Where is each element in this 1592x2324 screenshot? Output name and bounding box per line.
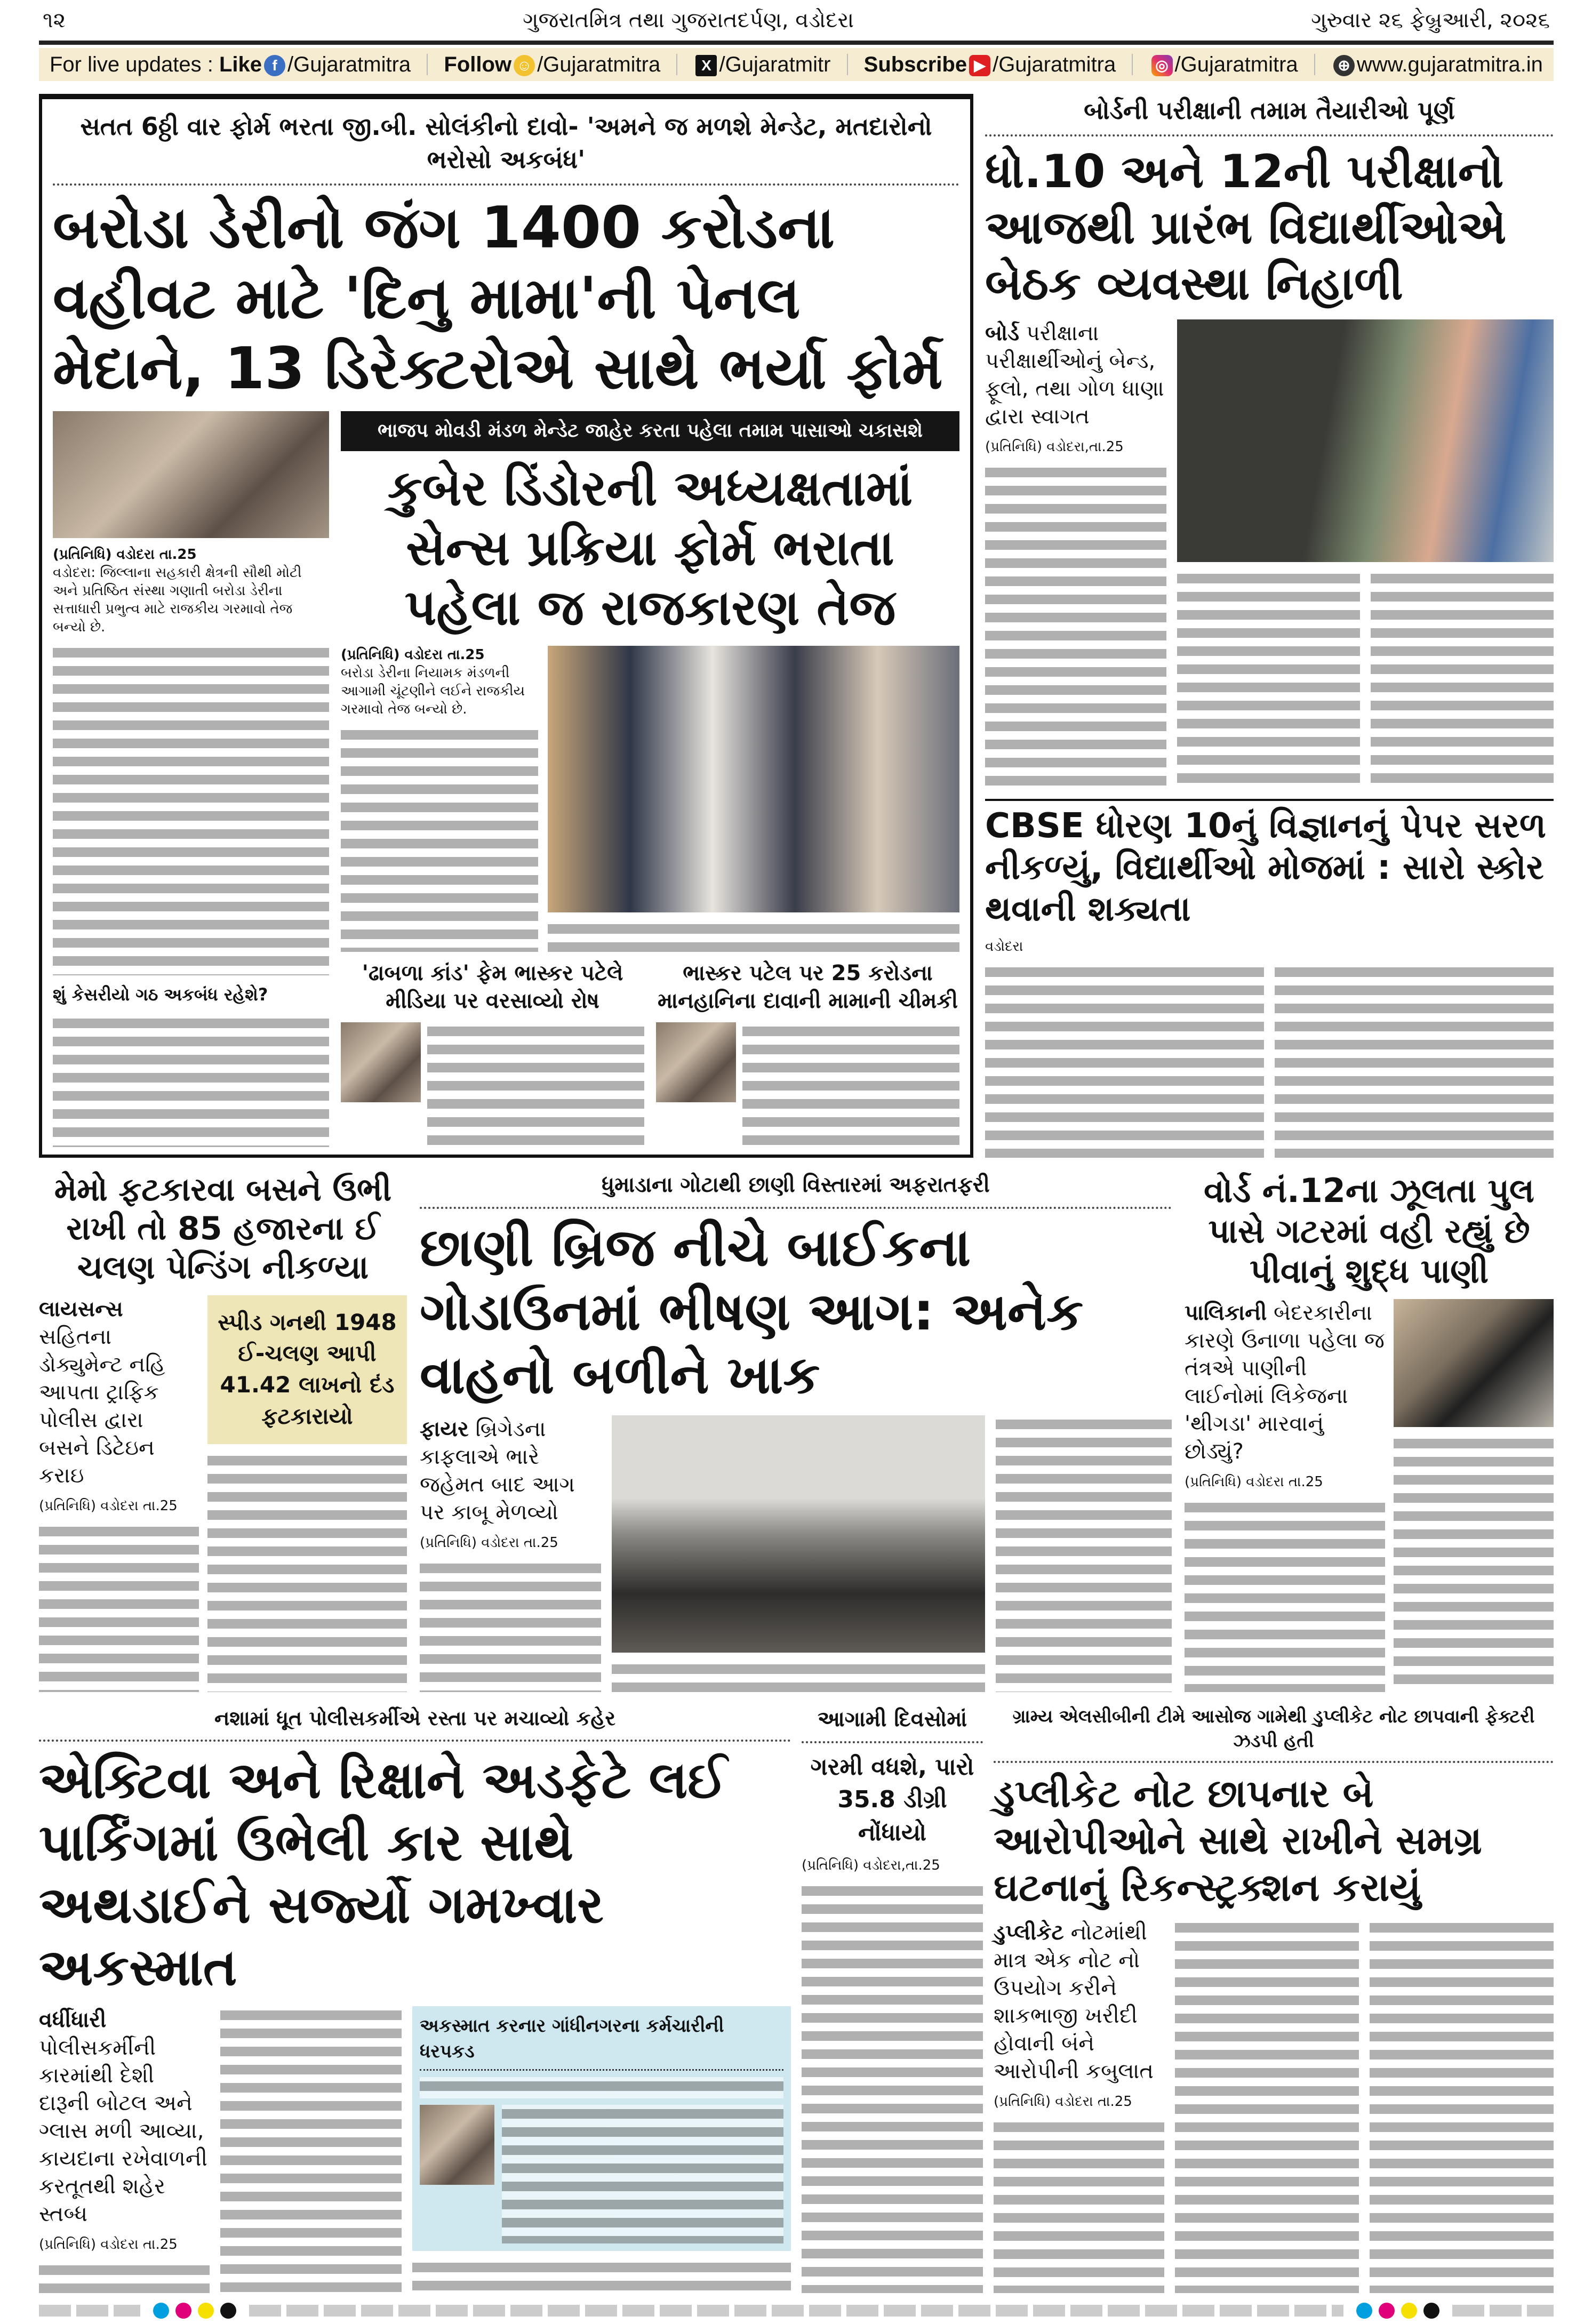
story2-sub-a-body bbox=[341, 1022, 644, 1147]
story7-lead-text: બેદરકારીના કારણે ઉનાળા પહેલા જ તંત્રએ પાણીની લાઈનોમાં લિકેજના 'થીગડા' મારવાનું છોડ્યું? bbox=[1185, 1300, 1385, 1464]
page-number: ૧૨ bbox=[43, 8, 66, 33]
story3-text-columns bbox=[985, 463, 1166, 791]
color-registration-marks bbox=[1356, 2303, 1439, 2319]
story10-text-columns bbox=[1370, 1919, 1554, 2293]
story2-dateline: (પ્રતિનિધિ) વડોદરા તા.25 bbox=[341, 646, 485, 663]
story1-body bbox=[53, 546, 329, 636]
youtube-icon: ▶ bbox=[969, 55, 990, 76]
dairy-panel-photo bbox=[53, 411, 329, 538]
story10-columns bbox=[994, 1919, 1554, 2293]
story2-photo-column bbox=[548, 646, 959, 952]
story3-left-column bbox=[985, 319, 1166, 791]
story2-subhead-b: ભાસ્કર પટેલ પર 25 કરોડના માનહાનિના દાવાની મામાની ચીમકી bbox=[657, 960, 958, 1013]
yellow-dot bbox=[1401, 2303, 1417, 2319]
mama-photo bbox=[656, 1022, 736, 1102]
story3-columns bbox=[985, 319, 1554, 791]
instagram-link[interactable]: /Gujaratmitra bbox=[1174, 52, 1298, 76]
snapchat-icon: ☺ bbox=[514, 55, 535, 76]
story8-lead-bold: વર્ધીધારી bbox=[39, 2008, 107, 2033]
story6-headline[interactable]: છાણી બ્રિજ નીચે બાઈકના ગોડાઉનમાં ભીષણ આગ: અનેક વાહનો બળીને ખાક bbox=[420, 1217, 1084, 1406]
story2-text-column bbox=[341, 646, 538, 952]
story8-text-columns bbox=[39, 2261, 210, 2293]
students-exam-board-photo bbox=[1177, 319, 1554, 562]
print-footer bbox=[39, 2293, 1554, 2324]
story2-sub-a-column bbox=[341, 959, 644, 1147]
story4-text-columns bbox=[1275, 963, 1554, 1158]
story10-kicker: ગ્રામ્ય એલસીબીની ટીમે આસોજ ગામેથી ડુપ્લીકેટ નોટ છાપવાની ફેક્ટરી ઝડપી હતી bbox=[994, 1705, 1554, 1764]
story6-photo-column bbox=[612, 1415, 985, 1692]
top-row bbox=[39, 94, 1554, 1158]
story10-left-column bbox=[994, 1919, 1164, 2293]
divider bbox=[676, 54, 677, 75]
story8-left-column bbox=[39, 2006, 210, 2293]
color-registration-marks bbox=[153, 2303, 236, 2319]
story6-text-columns bbox=[996, 1415, 1172, 1692]
story4-text-columns bbox=[985, 963, 1264, 1158]
story5-column bbox=[39, 1171, 407, 1692]
story9-column bbox=[802, 1705, 983, 2294]
story8-column bbox=[39, 1705, 791, 2294]
story10-headline[interactable]: ડુપ્લીકેટ નોટ છાપનાર બે આરોપીઓને સાથે રાખીને સમગ્ર ઘટનાનું રિકન્સ્ટ્રક્શન કરાયું bbox=[994, 1771, 1482, 1910]
snapchat-link[interactable]: /Gujaratmitra bbox=[537, 52, 661, 76]
story4-headline[interactable]: CBSE ધોરણ 10નું વિજ્ઞાનનું પેપર સરળ નીકળ્યું, વિદ્યાર્થીઓ મોજમાં : સારો સ્કોર થવાની શક્યતા bbox=[985, 799, 1554, 930]
story5-highlight-box: સ્પીડ ગનથી 1948 ઈ-ચલણ આપી 41.42 લાખનો દંડ ફટકારાયો bbox=[207, 1295, 407, 1444]
story10-lead-bold: ડુપ્લીકેટ bbox=[994, 1920, 1064, 1945]
cyan-dot bbox=[153, 2303, 169, 2319]
story10-middle-column bbox=[1175, 1919, 1359, 2293]
story7-dateline: (પ્રતિનિધિ) વડોદરા તા.25 bbox=[1185, 1473, 1323, 1490]
story6-text-columns bbox=[420, 1559, 601, 1692]
gutter-water-photo bbox=[1394, 1299, 1554, 1427]
divider bbox=[427, 54, 428, 75]
story3-text-row bbox=[1177, 570, 1554, 791]
story1-subhead: શું કેસરીયો ગઠ અકબંધ રહેશે? bbox=[53, 984, 268, 1005]
newspaper-page bbox=[39, 0, 1554, 2324]
like-label: Like bbox=[219, 52, 262, 76]
social-bar bbox=[39, 48, 1554, 81]
issue-date: ગુરુવાર ૨૬ ફેબ્રુઆરી, ૨૦૨૬ bbox=[1311, 8, 1550, 33]
magenta-dot bbox=[1379, 2303, 1395, 2319]
story2-text-columns bbox=[548, 920, 959, 952]
story7-column bbox=[1185, 1171, 1554, 1692]
story3-kicker: બોર્ડની પરીક્ષાની તમામ તૈયારીઓ પૂર્ણ bbox=[985, 94, 1554, 137]
story2-bar: ભાજપ મોવડી મંડળ મેન્ડેટ જાહેર કરતા પહેલા તમામ પાસાઓ ચકાસશે bbox=[341, 411, 959, 451]
subscribe-label: Subscribe bbox=[863, 52, 967, 76]
story6-text-columns bbox=[612, 1660, 985, 1692]
story2-sub-b-body bbox=[656, 1022, 959, 1147]
paper-name: ગુજરાતમિત્ર તથા ગુજરાતદર્પણ, વડોદરા bbox=[523, 8, 854, 33]
story10-lead-text: નોટમાંથી માત્ર એક નોટ નો ઉપયોગ કરીને શાકભાજી ખરીદી હોવાની બંને આરોપીની કબુલાત bbox=[994, 1920, 1154, 2083]
story1-columns bbox=[53, 411, 959, 1147]
story7-left-column bbox=[1185, 1299, 1385, 1692]
social-intro: For live updates : bbox=[50, 52, 213, 76]
story1-text-columns bbox=[53, 1014, 329, 1147]
story2-column bbox=[341, 411, 959, 1147]
story3-right-column bbox=[1177, 319, 1554, 791]
story3-lead bbox=[985, 319, 1166, 430]
story7-lead-bold: પાલિકાની bbox=[1185, 1300, 1267, 1325]
masthead bbox=[39, 0, 1554, 45]
story6-columns bbox=[420, 1415, 1172, 1692]
website-link[interactable]: www.gujaratmitra.in bbox=[1356, 52, 1543, 76]
story3-dateline: (પ્રતિનિધિ) વડોદરા,તા.25 bbox=[985, 438, 1124, 455]
divider bbox=[1132, 54, 1133, 75]
x-icon: X bbox=[695, 55, 717, 76]
follow-label: Follow bbox=[444, 52, 512, 76]
story7-headline[interactable]: વોર્ડ નં.12ના ઝૂલતા પુલ પાસે ગટરમાં વહી રહ્યું છે પીવાનું શુદ્ધ પાણી bbox=[1204, 1171, 1534, 1291]
story2-upper-columns bbox=[341, 646, 959, 952]
story6-kicker: ધુમાડાના ગોટાથી છાણી વિસ્તારમાં અફરાતફરી bbox=[420, 1171, 1172, 1209]
arrest-box-body bbox=[420, 2105, 783, 2243]
story5-text-columns bbox=[39, 1522, 199, 1692]
story2-lower-columns bbox=[341, 959, 959, 1147]
story3-headline[interactable]: ધો.10 અને 12ની પરીક્ષાનો આજથી પ્રારંભ વિદ્યાર્થીઓએ બેઠક વ્યવસ્થા નિહાળી bbox=[985, 145, 1507, 310]
arrest-box-text bbox=[502, 2105, 783, 2243]
bottom-row bbox=[39, 1705, 1554, 2294]
black-dot bbox=[1423, 2303, 1439, 2319]
burnt-bikes-photo bbox=[612, 1415, 985, 1653]
instagram-icon: ◎ bbox=[1151, 55, 1173, 76]
story2-text-columns bbox=[742, 1022, 959, 1147]
story5-headline[interactable]: મેમો ફટકારવા બસને ઉભી રાખી તો 85 હજારના ઈ ચલણ પેન્ડિંગ નીકળ્યા bbox=[54, 1171, 392, 1287]
story8-kicker: નશામાં ધૂત પોલીસકર્મીએ રસ્તા પર મચાવ્યો કહેર bbox=[39, 1705, 791, 1742]
story4-dateline: વડોદરા bbox=[985, 939, 1023, 955]
story2-lead: બરોડા ડેરીના નિયામક મંડળની આગામી ચૂંટણીને લઈને રાજકીય ગરમાવો તેજ બન્યો છે. bbox=[341, 664, 525, 717]
story6-right-column bbox=[996, 1415, 1172, 1692]
story5-lead bbox=[39, 1295, 199, 1489]
leaders-group-photo bbox=[548, 646, 959, 912]
story5-text-columns bbox=[207, 1452, 407, 1692]
magenta-dot bbox=[175, 2303, 191, 2319]
story2-text-columns bbox=[341, 726, 538, 952]
story2-body bbox=[341, 646, 538, 718]
story5-lead-bold: લાયસન્સ bbox=[39, 1296, 123, 1321]
story2-sub-b-column bbox=[656, 959, 959, 1147]
story6-dateline: (પ્રતિનિધિ) વડોદરા તા.25 bbox=[420, 1534, 558, 1551]
x-link[interactable]: /Gujaratmitr bbox=[719, 52, 831, 76]
story6-lead bbox=[420, 1415, 601, 1526]
story10-right-column bbox=[1370, 1919, 1554, 2293]
story1-left-column bbox=[53, 411, 329, 1147]
story2-text-columns bbox=[427, 1022, 644, 1147]
story5-left-column bbox=[39, 1295, 199, 1692]
print-bar bbox=[249, 2305, 1343, 2317]
story8-headline[interactable]: એક્ટિવા અને રિક્ષાને અડફેટે લઈ પાર્કિંગમાં ઉભેલી કાર સાથે અથડાઈને સર્જ્યો ગમખ્વાર અકસ્માત bbox=[39, 1750, 727, 1998]
story5-right-column bbox=[207, 1295, 407, 1692]
story7-lead bbox=[1185, 1299, 1385, 1465]
cyan-dot bbox=[1356, 2303, 1372, 2319]
story8-dateline: (પ્રતિનિધિ) વડોદરા તા.25 bbox=[39, 2237, 178, 2253]
story4-columns bbox=[985, 963, 1554, 1158]
story1-kicker: સતત 6ઠ્ઠી વાર ફોર્મ ભરતા જી.બી. સોલંકીનો દાવો- 'અમને જ મળશે મેન્ડેટ, મતદારોનો ભરોસો અકબંધ' bbox=[53, 110, 959, 186]
divider bbox=[847, 54, 848, 75]
story8-right-column bbox=[412, 2006, 791, 2293]
yellow-dot bbox=[198, 2303, 214, 2319]
facebook-icon: f bbox=[264, 55, 285, 76]
story2-subhead-a: 'ઢાબળા કાંડ' ફેમ ભાસ્કર પટેલે મીડિયા પર વરસાવ્યો રોષ bbox=[362, 960, 623, 1013]
black-dot bbox=[220, 2303, 236, 2319]
story6-lead-bold: ફાયર bbox=[420, 1416, 469, 1441]
dairy-election-story-box bbox=[39, 94, 973, 1158]
story7-text-columns bbox=[1394, 1435, 1554, 1692]
story10-dateline: (પ્રતિનિધિ) વડોદરા તા.25 bbox=[994, 2093, 1132, 2110]
story5-columns bbox=[39, 1295, 407, 1692]
arrest-box bbox=[412, 2006, 791, 2250]
bhaskar-patel-photo bbox=[341, 1022, 421, 1102]
story9-headline[interactable]: ગરમી વધશે, પારો 35.8 ડીગ્રી નોંધાયો bbox=[810, 1753, 974, 1846]
story8-lead-text: પોલીસકર્મીની કારમાંથી દેશી દારૂની બોટલ અને ગ્લાસ મળી આવ્યા, કાયદાના રખેવાળની કરતૂતથી શહેર સ્તબ્ધ bbox=[39, 2035, 207, 2227]
print-bar bbox=[1452, 2305, 1554, 2317]
story6-lead-text: બ્રિગેડના કાફલાએ ભારે જહેમત બાદ આગ પર કાબૂ મેળવ્યો bbox=[420, 1416, 575, 1525]
story6-column bbox=[420, 1171, 1172, 1692]
story10-text-columns bbox=[1175, 1919, 1359, 2293]
story9-dateline: (પ્રતિનિધિ) વડોદરા,તા.25 bbox=[802, 1857, 940, 1874]
story9-kicker: આગામી દિવસોમાં bbox=[802, 1705, 983, 1743]
story10-column bbox=[994, 1705, 1554, 2294]
story8-columns bbox=[39, 2006, 791, 2293]
exam-column bbox=[985, 94, 1554, 1158]
story7-columns bbox=[1185, 1299, 1554, 1692]
story7-text-columns bbox=[1185, 1498, 1385, 1692]
facebook-link[interactable]: /Gujaratmitra bbox=[287, 52, 411, 76]
story3-lead-bold: બોર્ડ bbox=[985, 320, 1020, 346]
arrest-box-text bbox=[420, 2077, 783, 2098]
story3-text-columns bbox=[1177, 570, 1360, 791]
story1-headline[interactable]: બરોડા ડેરીનો જંગ 1400 કરોડના વહીવટ માટે 'દિનુ મામા'ની પેનલ મેદાને, 13 ડિરેક્ટરોએ સાથે ભર્યા ફોર્મ bbox=[53, 195, 943, 402]
middle-row bbox=[39, 1171, 1554, 1692]
story3-text-columns bbox=[1371, 570, 1554, 791]
story6-left-column bbox=[420, 1415, 601, 1692]
globe-icon: ⊕ bbox=[1333, 55, 1355, 76]
story10-text-columns bbox=[994, 2118, 1164, 2293]
story8-text-columns bbox=[412, 2258, 791, 2294]
story8-text-columns bbox=[220, 2006, 402, 2293]
story8-middle-column bbox=[220, 2006, 402, 2293]
accused-photo bbox=[420, 2105, 494, 2185]
story9-text-columns bbox=[802, 1882, 983, 2293]
story1-text-columns bbox=[53, 644, 329, 975]
story5-lead-text: સહિતના ડોક્યુમેન્ટ નહિ આપતા ટ્રાફિક પોલીસ દ્વારા બસને ડિટેઇન કરાઇ bbox=[39, 1324, 165, 1488]
story7-right-column bbox=[1394, 1299, 1554, 1692]
story3-lead-text: પરીક્ષાના પરીક્ષાર્થીઓનું બેન્ડ, ફૂલો, તથા ગોળ ધાણા દ્વારા સ્વાગત bbox=[985, 320, 1164, 429]
story1-dateline: (પ્રતિનિધિ) વડોદરા તા.25 bbox=[53, 547, 197, 563]
print-bar bbox=[39, 2305, 140, 2317]
arrest-box-title: અકસ્માત કરનાર ગાંધીનગરના કર્મચારીની ધરપકડ bbox=[420, 2014, 783, 2070]
divider bbox=[1314, 54, 1315, 75]
story10-lead bbox=[994, 1919, 1164, 2085]
story8-lead bbox=[39, 2006, 210, 2228]
story5-dateline: (પ્રતિનિધિ) વડોદરા તા.25 bbox=[39, 1497, 178, 1514]
youtube-link[interactable]: /Gujaratmitra bbox=[993, 52, 1116, 76]
story2-headline[interactable]: કુબેર ડિંડોરની અધ્યક્ષતામાં સેન્સ પ્રક્રિયા ફોર્મ ભરાતા પહેલા જ રાજકારણ તેજ bbox=[387, 459, 913, 637]
story1-lead: વડોદરા: જિલ્લાના સહકારી ક્ષેત્રની સૌથી મોટી અને પ્રતિષ્ઠિત સંસ્થા ગણાતી બરોડા ડેરીના સત્તાધારી પ્રભુત્વ માટે રાજકીય ગરમાવો તેજ બન્યો છે. bbox=[53, 565, 302, 636]
